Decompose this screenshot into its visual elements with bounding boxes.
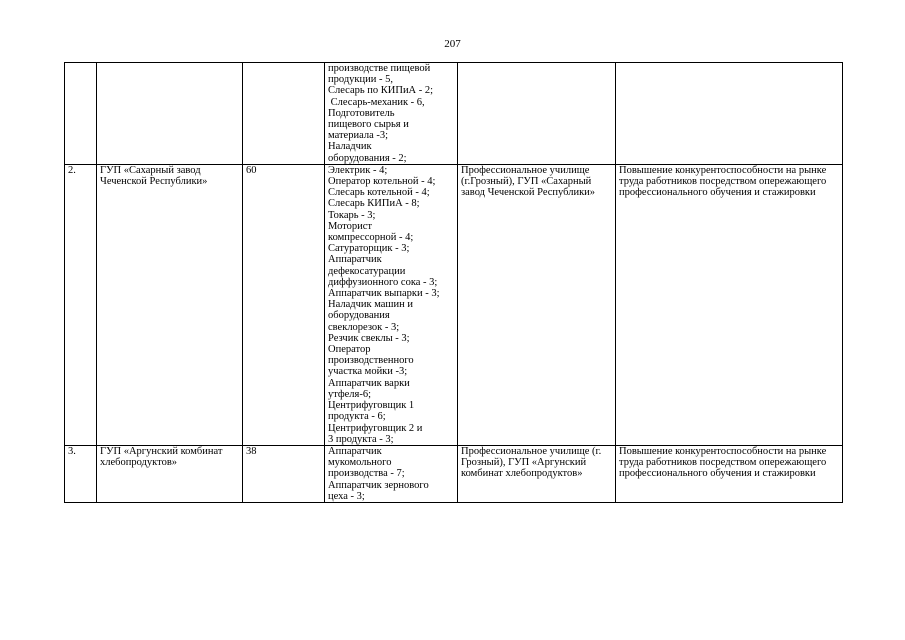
profession-line: производстве пищевой: [328, 63, 431, 74]
profession-line: Моторист: [328, 220, 373, 232]
organization-name: ГУП «Сахарный завод Чеченской Республики»: [100, 164, 208, 188]
count-cell: [243, 63, 325, 165]
profession-line: участка мойки -3;: [328, 366, 408, 378]
profession-line: Слесарь котельной - 4;: [328, 187, 430, 199]
professions-cell: [325, 445, 458, 502]
profession-line: продукции - 5,: [328, 74, 393, 86]
count-cell: 60: [243, 164, 325, 445]
profession-line: продукта - 6;: [328, 411, 386, 423]
profession-line: Резчик свеклы - 3;: [328, 332, 410, 344]
organization-name: ГУП «Аргунский комбинат хлебопродуктов»: [100, 445, 223, 469]
profession-line: Центрифуговщик 2 и: [328, 422, 423, 434]
profession-line: Подготовитель: [328, 107, 395, 119]
count-cell: 38: [243, 445, 325, 502]
profession-line: Оператор котельной - 4;: [328, 176, 436, 188]
goal-cell: [616, 445, 843, 502]
profession-line: материала -3;: [328, 130, 389, 142]
profession-line: оборудования: [328, 310, 390, 322]
profession-line: Электрик - 4;: [328, 164, 388, 176]
goal-cell: [616, 164, 843, 445]
profession-line: Центрифуговщик 1: [328, 400, 415, 412]
profession-line: Слесарь по КИПиА - 2;: [328, 85, 434, 97]
profession-line: Наладчик машин и: [328, 299, 414, 311]
profession-line: Токарь - 3;: [328, 209, 376, 221]
institution-cell: [458, 63, 616, 165]
institution-cell: [458, 445, 616, 502]
profession-line: компрессорной - 4;: [328, 232, 414, 244]
row-number-cell: 2.: [65, 164, 97, 445]
table-row: [65, 164, 843, 445]
profession-line: Сатураторщик - 3;: [328, 243, 410, 255]
profession-line: мукомольного: [328, 457, 392, 469]
document-table: [64, 62, 843, 503]
table-row: [65, 445, 843, 502]
profession-line: Слесарь-механик - 6,: [328, 96, 425, 108]
profession-line: дефекосатурации: [328, 265, 406, 277]
profession-line: свеклорезок - 3;: [328, 321, 400, 333]
profession-line: Аппаратчик зернового: [328, 479, 429, 491]
profession-line: оборудования - 2;: [328, 152, 407, 164]
profession-line: Наладчик: [328, 141, 372, 153]
organization-cell: [97, 164, 243, 445]
goal-text: Повышение конкурентоспособности на рынке труда работников посредством опережающего профессионального обучения и стажировки: [619, 164, 827, 199]
profession-line: производственного: [328, 355, 414, 367]
profession-line: Оператор: [328, 344, 371, 356]
institution-name: Профессиональное училище (г. Грозный), ГУП «Аргунский комбинат хлебопродуктов»: [461, 445, 602, 480]
row-number-cell: [65, 63, 97, 165]
organization-cell: [97, 445, 243, 502]
profession-line: утфеля-6;: [328, 388, 372, 400]
table-row: [65, 63, 843, 165]
professions-cell: [325, 164, 458, 445]
goal-text: Повышение конкурентоспособности на рынке труда работников посредством опережающего профессионального обучения и стажировки: [619, 445, 827, 480]
profession-line: цеха - 3;: [328, 490, 365, 502]
profession-line: Слесарь КИПиА - 8;: [328, 198, 420, 210]
goal-cell: [616, 63, 843, 165]
institution-cell: [458, 164, 616, 445]
institution-name: Профессиональное училище (г.Грозный), ГУП «Сахарный завод Чеченской Республики»: [461, 164, 596, 199]
profession-line: пищевого сырья и: [328, 119, 409, 131]
organization-cell: [97, 63, 243, 165]
profession-line: 3 продукта - 3;: [328, 433, 394, 445]
profession-line: Аппаратчик выпарки - 3;: [328, 288, 440, 300]
profession-line: Аппаратчик: [328, 254, 382, 266]
profession-line: Аппаратчик: [328, 445, 382, 457]
profession-line: Аппаратчик варки: [328, 377, 410, 389]
professions-cell: [325, 63, 458, 165]
profession-line: диффузионного сока - 3;: [328, 276, 438, 288]
profession-line: производства - 7;: [328, 468, 405, 480]
row-number-cell: 3.: [65, 445, 97, 502]
page-number: 207: [444, 38, 461, 50]
